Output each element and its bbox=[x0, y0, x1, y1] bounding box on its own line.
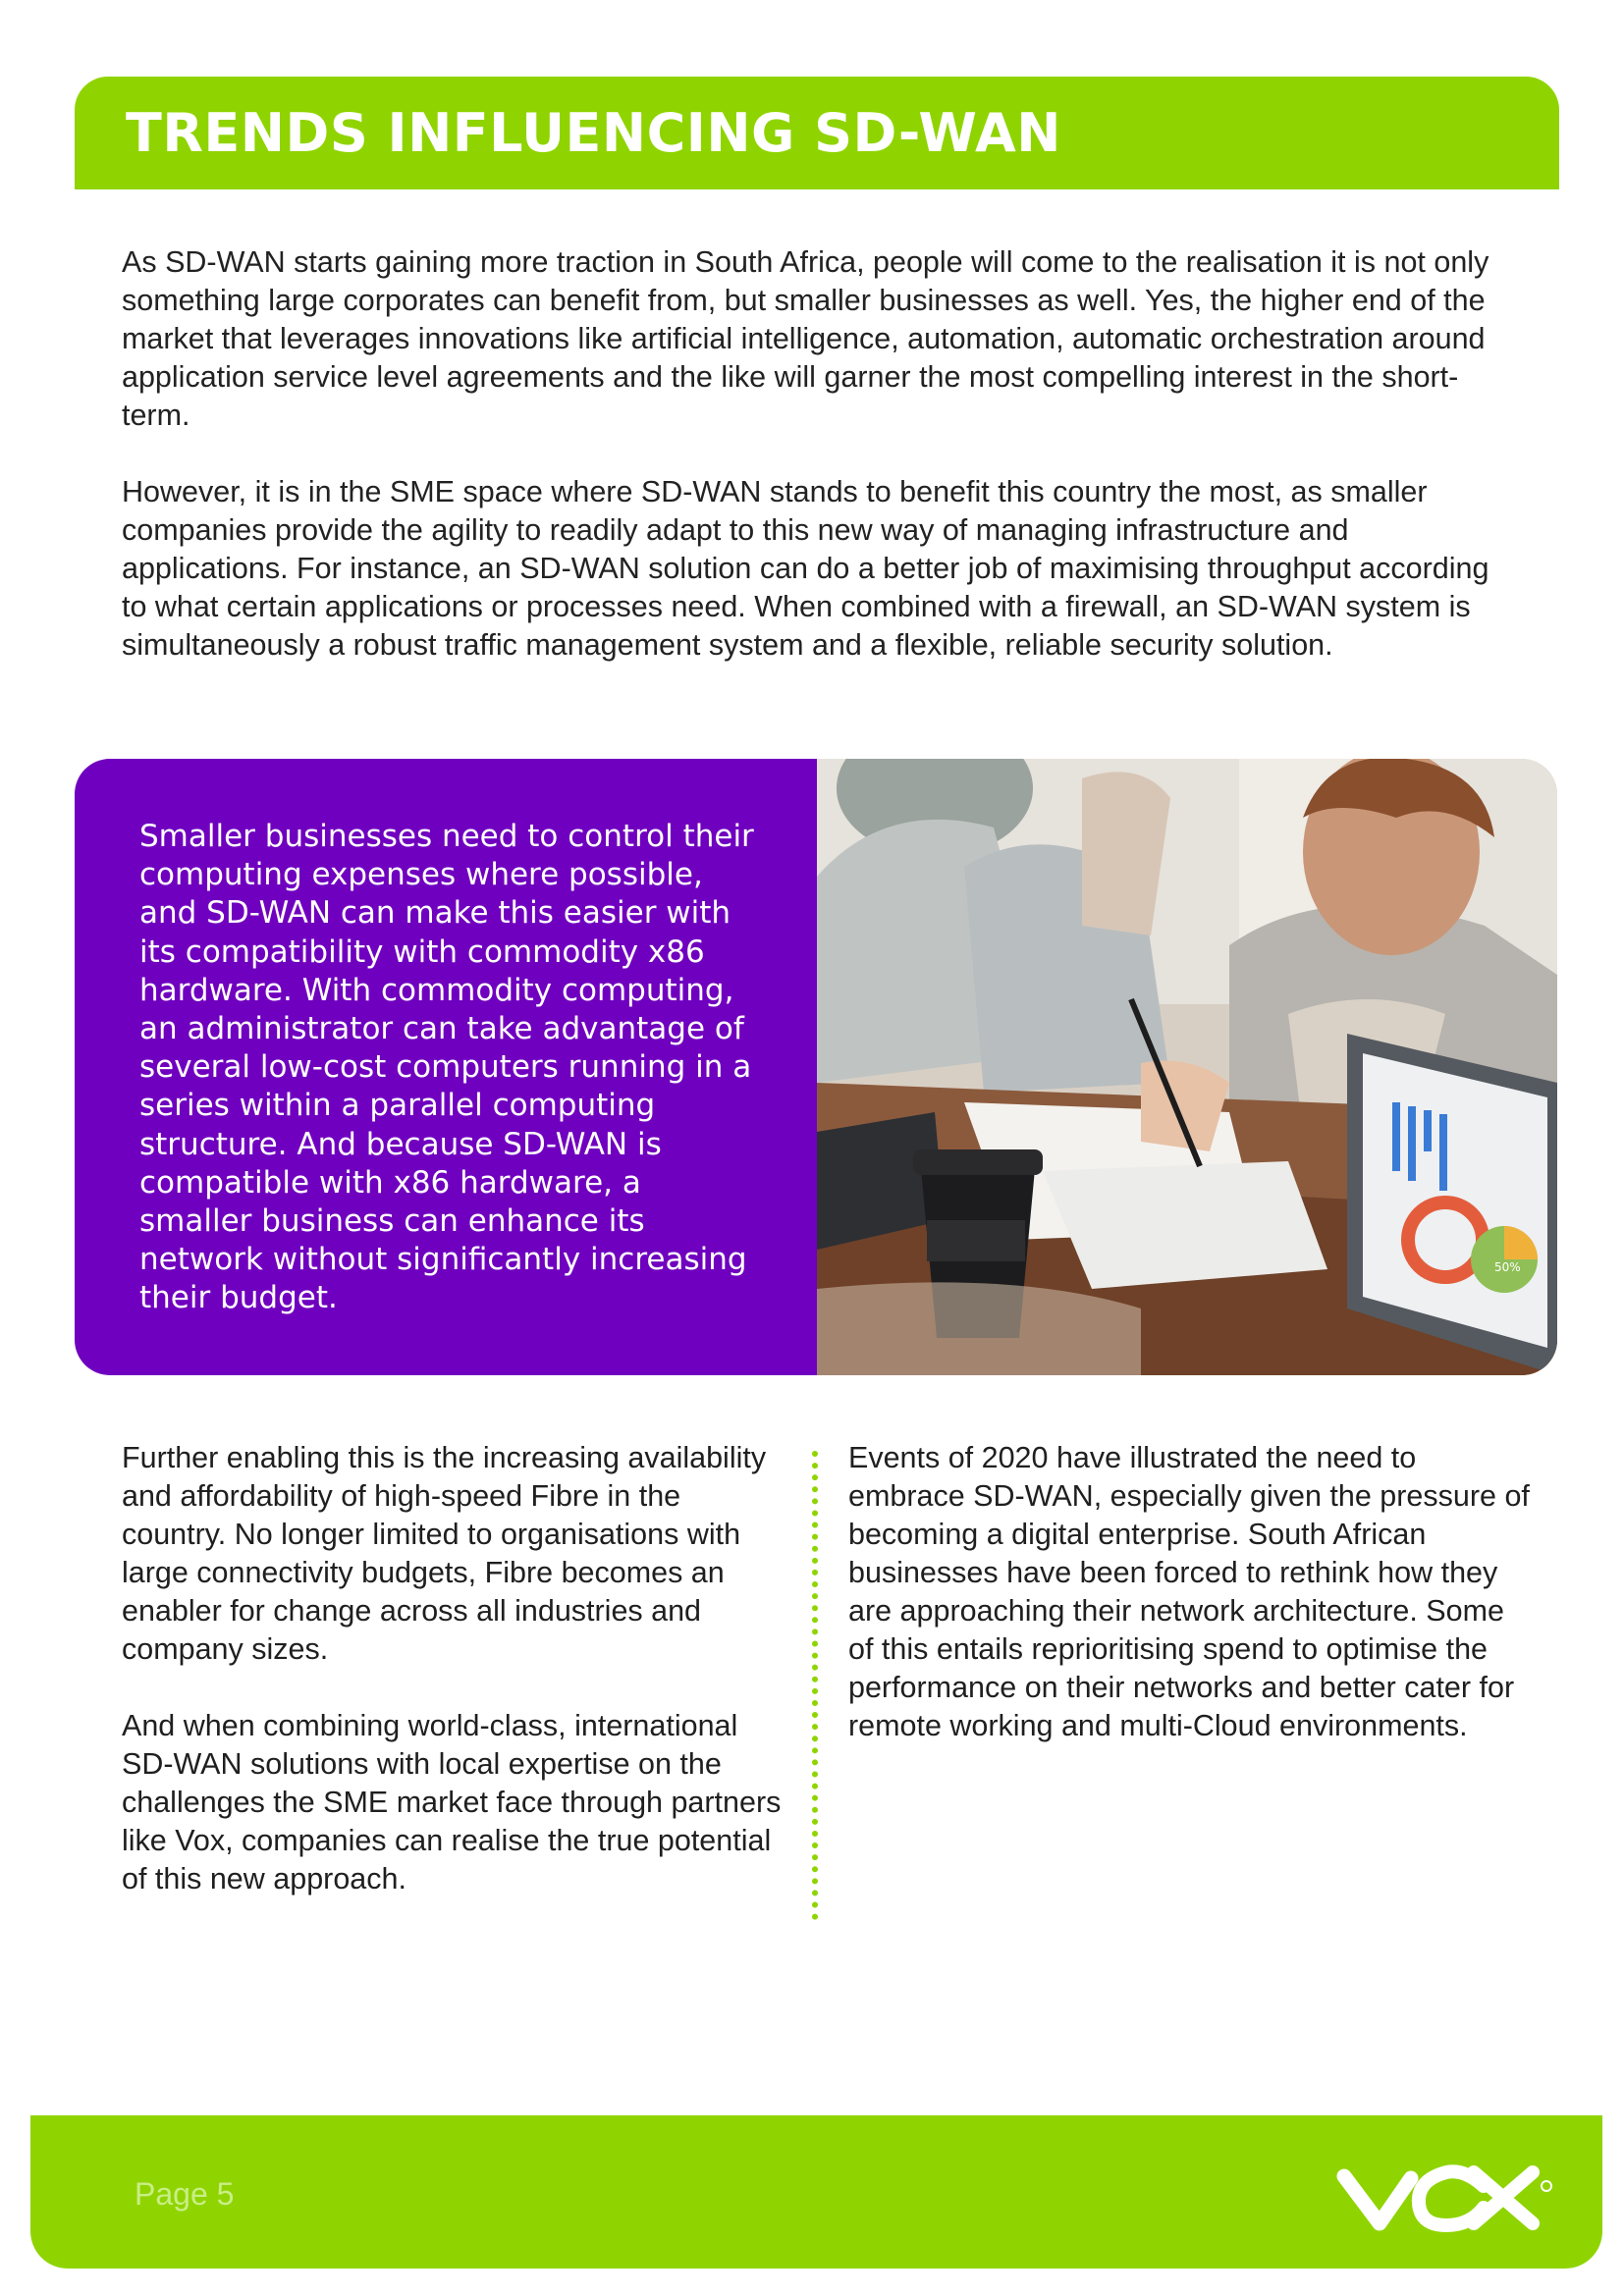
page-number: Page 5 bbox=[135, 2176, 235, 2212]
left-column bbox=[122, 1439, 789, 1937]
office-photo bbox=[817, 759, 1557, 1375]
vox-logo-icon bbox=[1336, 2157, 1562, 2237]
page-title: TRENDS INFLUENCING SD-WAN bbox=[126, 102, 1061, 164]
intro-paragraph: As SD-WAN starts gaining more traction in South Africa, people will come to the realisation it is not only something large corporates can benefit from, but smaller businesses as well. Yes, the higher end of the market that leverages innovations like artificial intelligence, automation, automatic orchestration around application service level agreements and the like will garner the most compelling interest in the short-term. bbox=[122, 245, 1489, 432]
feature-block bbox=[75, 759, 1557, 1375]
intro-paragraph: However, it is in the SME space where SD-WAN stands to benefit this country the most, as smaller companies provide the agility to readily adapt to this new way of managing infrastructure and applications. For instance, an SD-WAN solution can do a better job of maximising throughput according to what certain applications or processes need. When combined with a firewall, an SD-WAN system is simultaneously a robust traffic management system and a flexible, reliable security solution. bbox=[122, 475, 1489, 662]
callout-text: Smaller businesses need to control their computing expenses where possible, and SD-WAN can make this easier with its compatibility with commodity x86 hardware. With commodity computing, an administrator can take advantage of several low-cost computers running in a series within a parallel computing structure. And because SD-WAN is compatible with x86 hardware, a smaller business can enhance its network without significantly increasing their budget. bbox=[75, 759, 817, 1375]
left-paragraph: Further enabling this is the increasing availability and affordability of high-speed Fibre in the country. No longer limited to organisations with large connectivity budgets, Fibre becomes an enabler for change across all industries and company sizes. bbox=[122, 1441, 767, 1666]
two-column-section bbox=[122, 1439, 1536, 1920]
office-photo-illustration bbox=[817, 759, 1557, 1375]
right-paragraph: Events of 2020 have illustrated the need to embrace SD-WAN, especially given the pressure of becoming a digital enterprise. South African businesses have been forced to rethink how they are approaching their network architecture. Some of this entails reprioritising spend to optimise the performance on their networks and better cater for remote working and multi-Cloud environments. bbox=[848, 1441, 1530, 1742]
photo-chart-label: 50% bbox=[1494, 1260, 1521, 1274]
section-header bbox=[75, 77, 1559, 189]
column-divider bbox=[812, 1451, 818, 1920]
footer bbox=[30, 2115, 1602, 2269]
left-paragraph: And when combining world-class, international SD-WAN solutions with local expertise on the challenges the SME market face through partners like Vox, companies can realise the true potential of this new approach. bbox=[122, 1709, 782, 1896]
intro-text bbox=[122, 243, 1516, 703]
right-column bbox=[848, 1439, 1536, 1745]
